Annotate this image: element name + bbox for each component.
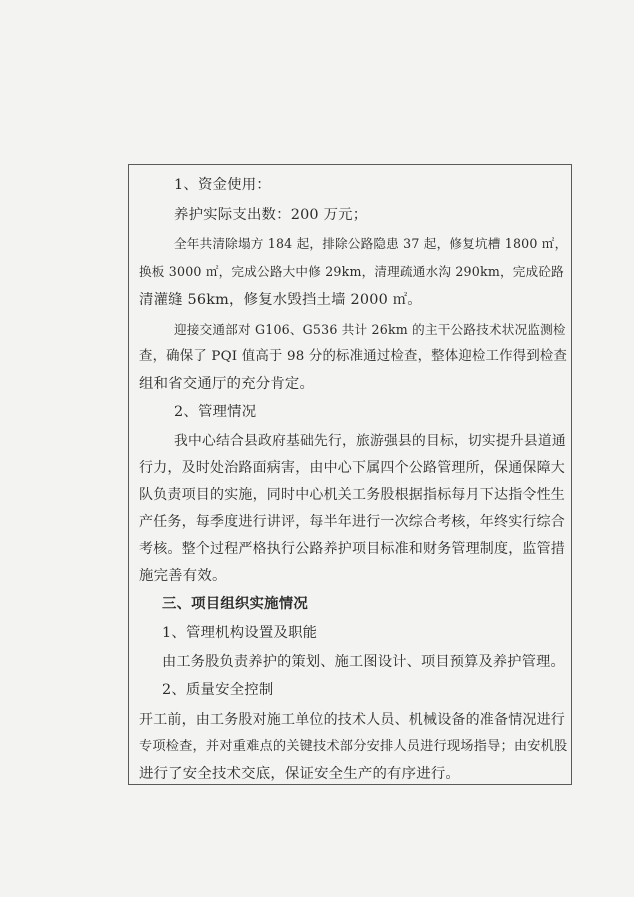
paragraph-line: 开工前，由工务股对施工单位的技术人员、机械设备的准备情况进行	[139, 712, 565, 728]
paragraph-line: 专项检查，并对重难点的关键技术部分安排人员进行现场指导；由安机股	[139, 739, 568, 754]
paragraph-line: 施完善有效。	[139, 568, 227, 584]
content-frame	[128, 164, 572, 785]
paragraph-line: 清灌缝 56km，修复水毁挡土墙 2000 ㎡。	[139, 292, 422, 308]
paragraph-line: 查，确保了 PQI 值高于 98 分的标准通过检查，整体迎检工作得到检查	[139, 349, 568, 364]
paragraph-line: 行力，及时处治路面病害，由中心下属四个公路管理所，保通保障大	[139, 460, 565, 476]
line-management-heading: 2、管理情况	[174, 404, 257, 420]
line-actual-expenditure: 养护实际支出数：200 万元；	[174, 207, 368, 223]
paragraph-line: 换板 3000 ㎡，完成公路大中修 29km，清理疏通水沟 290km，完成砼路	[139, 264, 564, 279]
line-funds-heading: 1、资金使用：	[174, 177, 271, 193]
line-org-structure-heading: 1、管理机构设置及职能	[162, 625, 318, 641]
line-quality-safety-heading: 2、质量安全控制	[162, 682, 274, 698]
section-heading-project-organization: 三、项目组织实施情况	[162, 595, 308, 612]
paragraph-line: 全年共清除塌方 184 起，排除公路隐患 37 起，修复坑槽 1800 ㎡，	[174, 236, 568, 251]
paragraph-line: 迎接交通部对 G106、G536 共计 26km 的主干公路技术状况监测检	[174, 322, 566, 337]
paragraph-line: 组和省交通厅的充分肯定。	[139, 376, 315, 392]
paragraph-line: 队负责项目的实施，同时中心机关工务股根据指标每月下达指令性生	[139, 487, 565, 503]
paragraph-line: 进行了安全技术交底，保证安全生产的有序进行。	[139, 766, 460, 782]
paragraph-line: 我中心结合县政府基础先行，旅游强县的目标，切实提升县道通	[174, 433, 566, 449]
paragraph-line: 由工务股负责养护的策划、施工图设计、项目预算及养护管理。	[162, 654, 565, 670]
paragraph-line: 考核。整个过程严格执行公路养护项目标准和财务管理制度，监管措	[139, 541, 565, 557]
paragraph-line: 产任务，每季度进行讲评，每半年进行一次综合考核，年终实行综合	[139, 514, 565, 530]
